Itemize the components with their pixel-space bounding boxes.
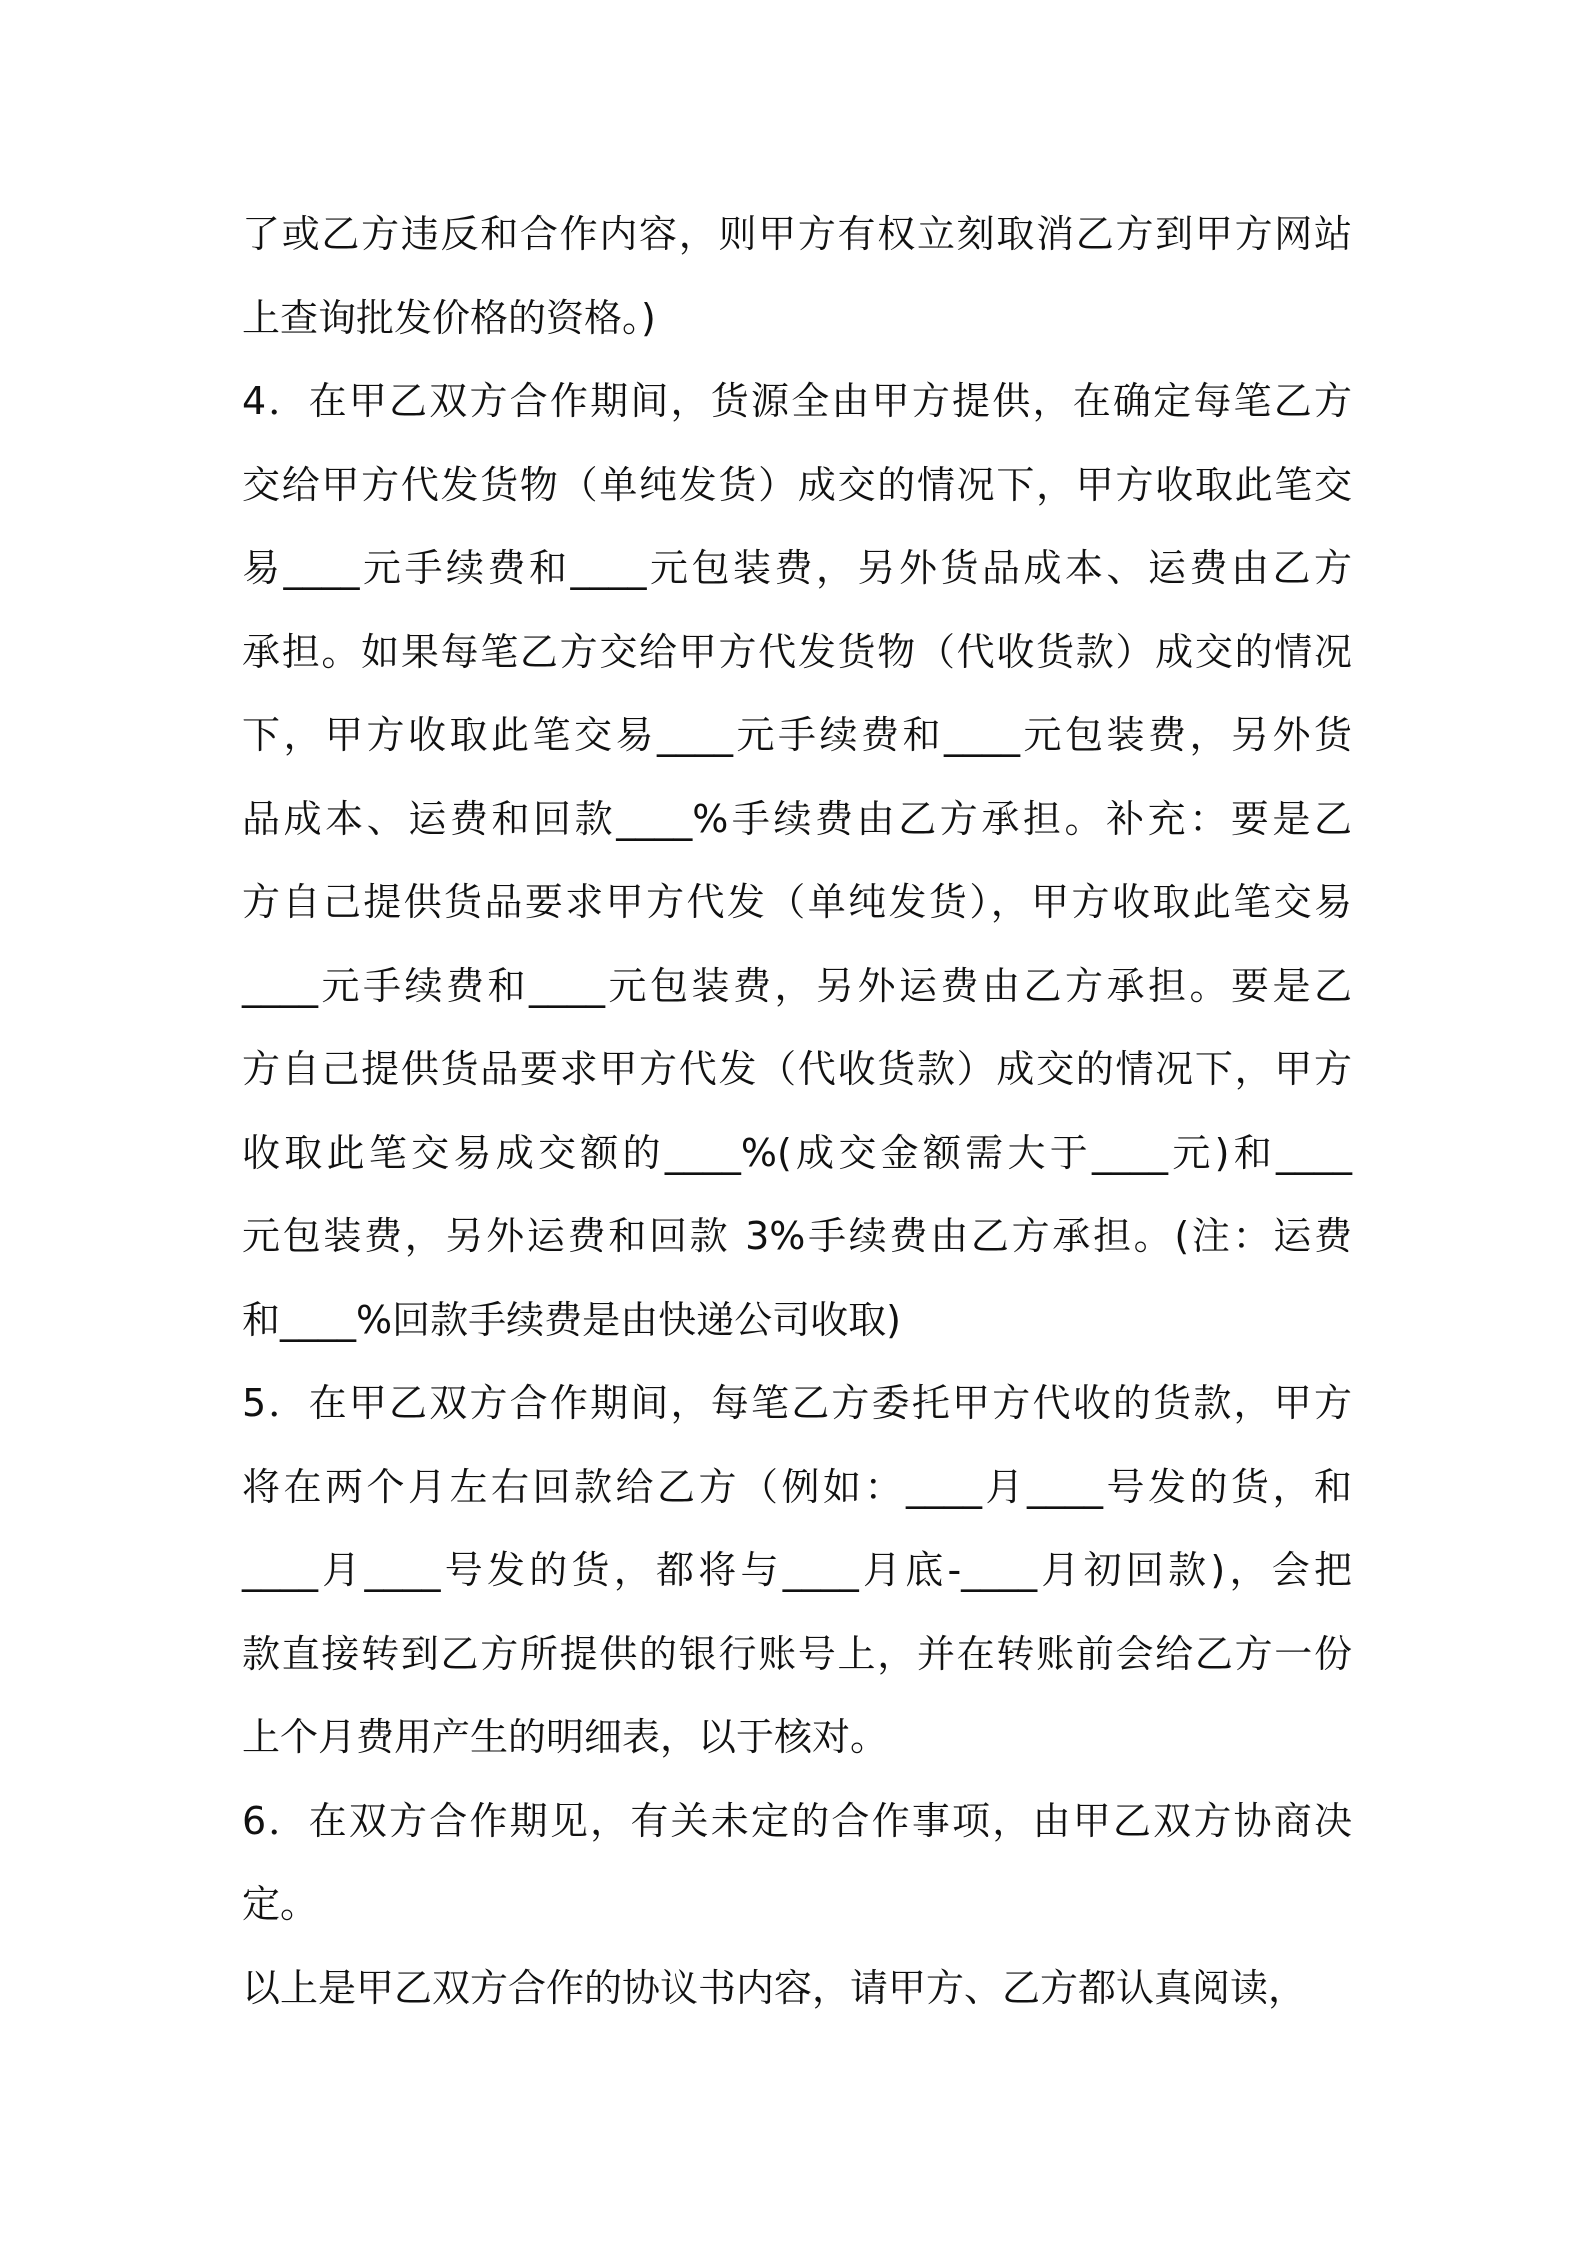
text-line: 交给甲方代发货物（单纯发货）成交的情况下，甲方收取此笔交 — [242, 462, 1352, 507]
text-line: 5．在甲乙双方合作期间，每笔乙方委托甲方代收的货款，甲方 — [242, 1381, 1352, 1425]
text-line: 6．在双方合作期见，有关未定的合作事项，由甲乙双方协商决 — [242, 1798, 1352, 1843]
text-line: 元包装费，另外运费和回款 3%手续费由乙方承担。(注：运费 — [242, 1214, 1352, 1258]
text-line: 方自己提供货品要求甲方代发（代收货款）成交的情况下，甲方 — [242, 1047, 1352, 1091]
text-line: 了或乙方违反和合作内容，则甲方有权立刻取消乙方到甲方网站 — [242, 212, 1352, 256]
text-line: 上个月费用产生的明细表，以于核对。 — [242, 1715, 889, 1759]
text-line: 款直接转到乙方所提供的银行账号上，并在转账前会给乙方一份 — [242, 1631, 1352, 1676]
text-line: 上查询批发价格的资格。) — [242, 295, 656, 340]
text-line: 下，甲方收取此笔交易____元手续费和____元包装费，另外货 — [242, 713, 1352, 757]
document-body — [242, 193, 1352, 2030]
text-line: 以上是甲乙双方合作的协议书内容，请甲方、乙方都认真阅读， — [242, 1965, 1307, 2010]
text-line: 品成本、运费和回款____%手续费由乙方承担。补充：要是乙 — [242, 796, 1352, 841]
text-line: 和____%回款手续费是由快递公司收取) — [242, 1297, 901, 1342]
text-line: 4．在甲乙双方合作期间，货源全由甲方提供，在确定每笔乙方 — [242, 379, 1352, 423]
text-line: 易____元手续费和____元包装费，另外货品成本、运费由乙方 — [242, 546, 1352, 590]
text-line: 将在两个月左右回款给乙方（例如：____月____号发的货，和 — [242, 1464, 1352, 1509]
text-line: 定。 — [242, 1882, 319, 1926]
text-line: ____月____号发的货，都将与____月底-____月初回款)，会把 — [242, 1548, 1352, 1592]
text-line: 承担。如果每笔乙方交给甲方代发货物（代收货款）成交的情况 — [242, 629, 1352, 674]
text-line: ____元手续费和____元包装费，另外运费由乙方承担。要是乙 — [242, 963, 1352, 1008]
text-line: 方自己提供货品要求甲方代发（单纯发货），甲方收取此笔交易 — [242, 880, 1352, 924]
text-line: 收取此笔交易成交额的____%(成交金额需大于____元)和____ — [242, 1130, 1352, 1175]
